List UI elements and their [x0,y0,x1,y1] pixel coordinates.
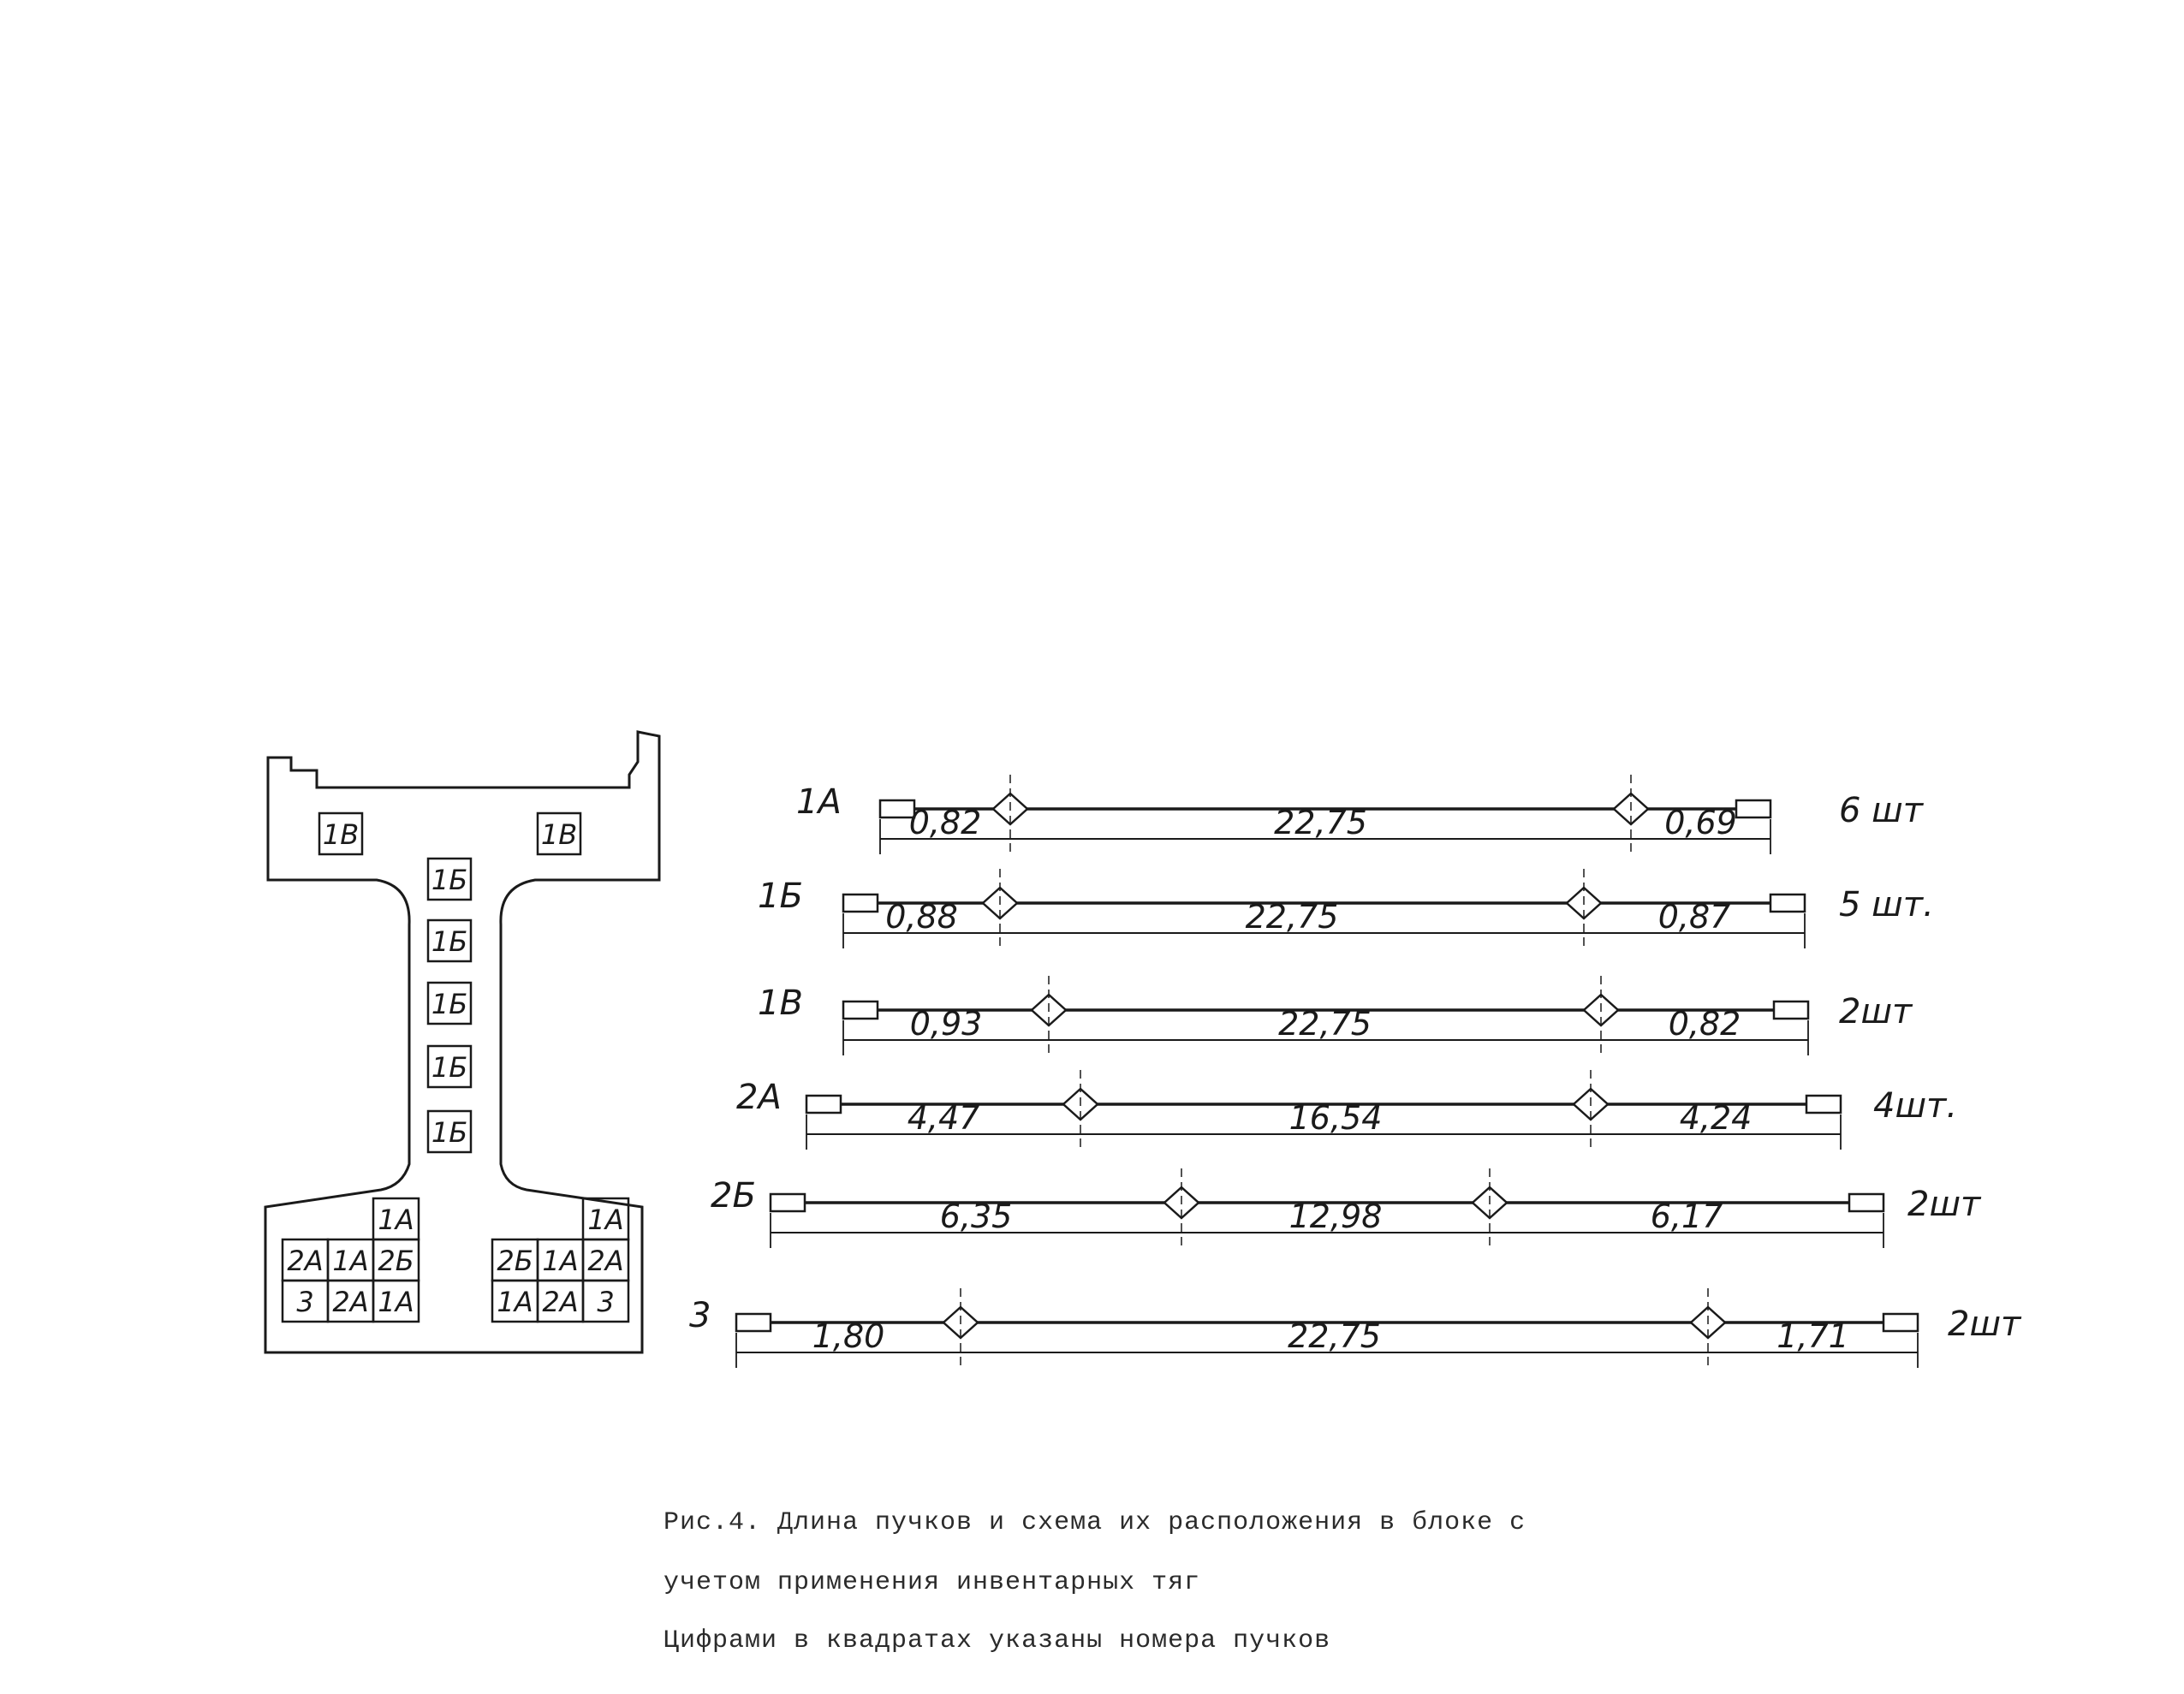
tendon-row-1 [796,775,1925,856]
segment-length-3: 0,87 [1657,898,1731,936]
tendon-id: 2Б [711,1176,756,1216]
left-grid-top-label: 1А [378,1204,414,1236]
right-grid-r2c3 [583,1281,628,1322]
tendon-id: 1В [758,984,803,1023]
section-box-5-label: 1Б [431,988,468,1020]
tendon-id: 1А [796,782,842,822]
tendon-row-3 [758,976,1913,1057]
right-grid-r1c3-label: 2А [587,1245,624,1277]
tendon-count: 2шт [1948,1305,2021,1344]
segment-length-2: 16,54 [1288,1099,1383,1137]
section-box-3-label: 1Б [431,864,468,896]
left-grid-r1c1-label: 2А [287,1245,324,1277]
left-grid-r1c3-label: 2Б [378,1245,414,1277]
segment-length-1: 6,35 [939,1198,1013,1235]
section-box-7 [428,1111,471,1152]
right-grid-r2c2-label: 2А [542,1286,579,1318]
segment-length-1: 0,93 [909,1005,983,1043]
anchor-right [1883,1314,1918,1331]
segment-length-3: 0,69 [1664,804,1737,841]
anchor-right [1806,1096,1841,1113]
section-box-4-label: 1Б [431,925,468,958]
tendon-id: 3 [689,1296,711,1335]
segment-length-2: 12,98 [1288,1198,1383,1235]
left-grid-r1c2 [328,1239,373,1281]
section-box-2-label: 1В [540,818,578,851]
left-grid-r2c1 [283,1281,328,1322]
tendon-row-5 [711,1168,1982,1250]
segment-length-1: 4,47 [907,1099,980,1137]
section-box-1 [319,813,362,854]
tendon-count: 5 шт. [1839,885,1934,924]
right-grid-r2c2 [538,1281,583,1322]
section-box-5 [428,983,471,1024]
tendon-count: 6 шт [1839,791,1924,830]
left-grid-r2c2 [328,1281,373,1322]
right-grid-r2c1-label: 1А [497,1286,533,1318]
segment-length-3: 1,71 [1776,1317,1849,1355]
segment-length-2: 22,75 [1245,898,1339,936]
anchor-right [1849,1194,1883,1211]
section-box-6-label: 1Б [431,1051,468,1084]
segment-length-3: 0,82 [1668,1005,1741,1043]
anchor-left [843,895,878,912]
caption-line-2: учетом применения инвентарных тяг [664,1568,1201,1597]
segment-length-2: 22,75 [1288,1317,1381,1355]
right-grid-r2c1 [492,1281,538,1322]
segment-length-3: 6,17 [1650,1198,1723,1235]
right-grid-r2c3-label: 3 [597,1286,615,1318]
left-grid-top [373,1198,419,1239]
right-grid-top [583,1198,628,1239]
right-grid-r1c2 [538,1239,583,1281]
anchor-right [1736,800,1770,817]
anchor-left [771,1194,805,1211]
segment-length-1: 1,80 [812,1317,885,1355]
segment-length-2: 22,75 [1278,1005,1372,1043]
section-box-7-label: 1Б [431,1116,468,1149]
caption-line-3: Цифрами в квадратах указаны номера пучков [664,1626,1331,1655]
segment-length-2: 22,75 [1274,804,1367,841]
anchor-left [843,1002,878,1019]
section-box-2 [538,813,580,854]
right-grid-r1c2-label: 1А [542,1245,579,1277]
tendon-id: 1Б [758,877,803,916]
section-box-4 [428,920,471,961]
left-grid-r2c3-label: 1А [378,1286,414,1318]
tendon-count: 2шт [1907,1185,1981,1224]
left-grid-r2c3 [373,1281,419,1322]
anchor-left [806,1096,841,1113]
tendon-row-6 [689,1288,2022,1370]
segment-length-3: 4,24 [1679,1099,1753,1137]
anchor-right [1770,895,1805,912]
left-grid-r1c1 [283,1239,328,1281]
right-grid-top-label: 1А [587,1204,624,1236]
left-grid-r2c1-label: 3 [296,1286,314,1318]
tendon-row-4 [736,1070,1957,1151]
right-grid-r1c3 [583,1239,628,1281]
section-box-3 [428,859,471,900]
caption-line-1: Рис.4. Длина пучков и схема их расположения в блоке с [664,1508,1526,1537]
tendon-row-2 [758,869,1934,950]
section-box-1-label: 1В [322,818,360,851]
section-box-6 [428,1046,471,1087]
segment-length-1: 0,82 [908,804,982,841]
right-grid-r1c1 [492,1239,538,1281]
right-grid-r1c1-label: 2Б [497,1245,533,1277]
segment-length-1: 0,88 [885,898,958,936]
anchor-right [1774,1002,1808,1019]
left-grid-r2c2-label: 2А [332,1286,369,1318]
left-grid-r1c3 [373,1239,419,1281]
tendon-id: 2А [736,1078,782,1117]
tendon-count: 2шт [1839,992,1913,1031]
tendon-count: 4шт. [1873,1086,1958,1126]
left-grid-r1c2-label: 1А [332,1245,369,1277]
anchor-left [736,1314,771,1331]
